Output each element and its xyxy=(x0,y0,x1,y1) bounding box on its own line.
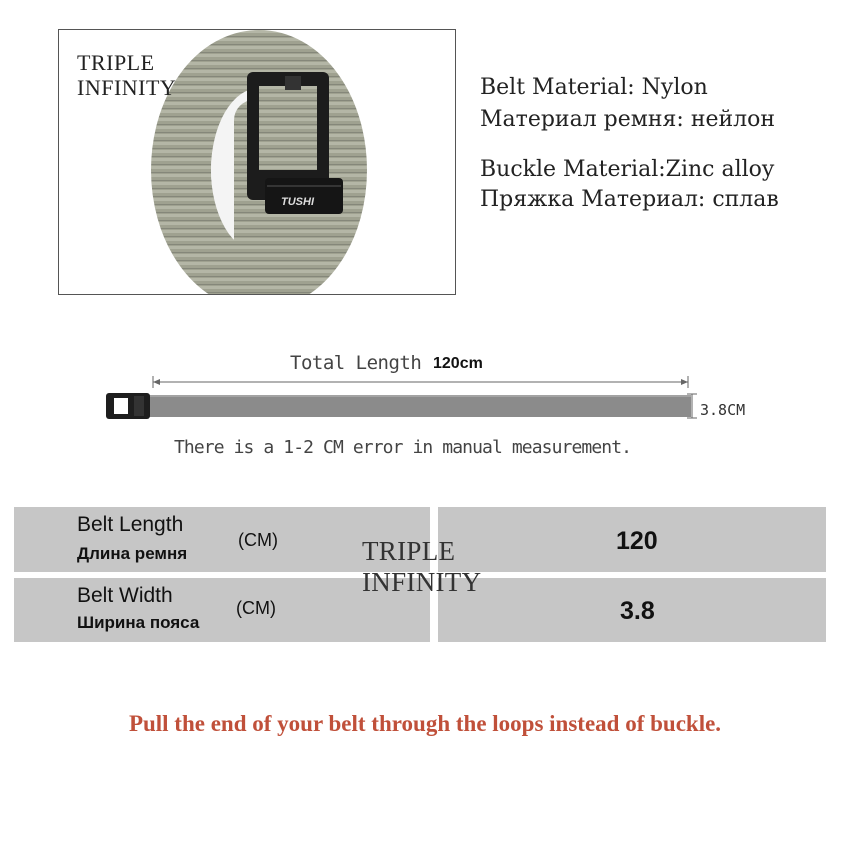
watermark-line: INFINITY xyxy=(362,567,482,597)
belt-width-label: 3.8CM xyxy=(700,401,746,419)
belt-strap xyxy=(148,395,691,417)
belt-width-value: 3.8 xyxy=(620,597,655,625)
watermark-top xyxy=(77,50,176,100)
measurement-error-note: There is a 1-2 CM error in manual measurement. xyxy=(174,437,632,458)
watermark-line: INFINITY xyxy=(77,75,177,100)
side-buckle-icon xyxy=(106,393,150,419)
buckle-icon xyxy=(247,72,343,214)
product-photo-frame xyxy=(58,29,456,295)
belt-material-en: Belt Material: Nylon xyxy=(480,75,708,100)
belt-length-value: 120 xyxy=(616,527,658,555)
watermark-line: TRIPLE xyxy=(362,536,456,566)
watermark-table xyxy=(362,536,481,598)
belt-width-unit: (CM) xyxy=(236,598,276,618)
belt-length-unit: (CM) xyxy=(238,530,278,550)
buckle-material-en: Buckle Material:Zinc alloy xyxy=(480,157,775,182)
usage-instruction: Pull the end of your belt through the loops instead of buckle. xyxy=(128,711,722,736)
belt-width-label-ru: Ширина пояса xyxy=(77,613,200,632)
belt-width-label-en: Belt Width xyxy=(77,584,173,607)
total-length-label: Total Length xyxy=(290,352,422,374)
buckle-brand: TUSHI xyxy=(281,196,314,208)
belt-length-label-en: Belt Length xyxy=(77,513,184,536)
buckle-material-ru: Пряжка Материал: сплав xyxy=(480,187,779,212)
belt-material-ru: Материал ремня: нейлон xyxy=(480,107,776,132)
watermark-line: TRIPLE xyxy=(77,50,155,75)
belt-length-label-ru: Длина ремня xyxy=(77,544,188,563)
total-length-value: 120cm xyxy=(433,355,483,372)
